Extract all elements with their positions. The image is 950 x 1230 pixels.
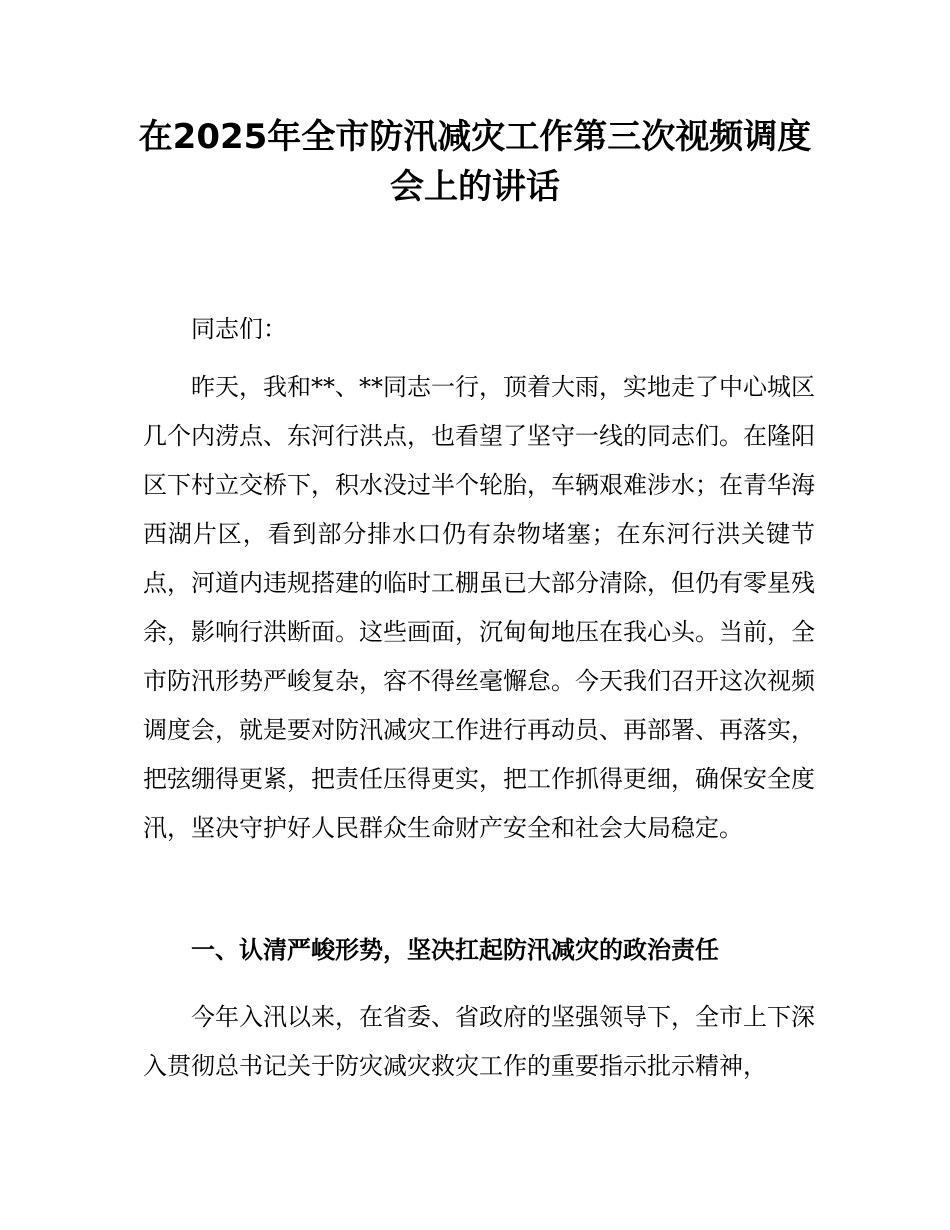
document-title	[100, 112, 850, 212]
title-line-2: 会上的讲话	[390, 167, 560, 207]
salutation: 同志们：	[191, 315, 287, 343]
section-heading-1: 一、认清严峻形势，坚决扛起防汛减灾的政治责任	[191, 936, 719, 964]
title-line-1: 在2025年全市防汛减灾工作第三次视频调度	[138, 117, 812, 157]
paragraph-1: 昨天，我和**、**同志一行，顶着大雨，实地走了中心城区几个内涝点、东河行洪点，也看望了坚守一线的同志们。在隆阳区下村立交桥下，积水没过半个轮胎，车辆艰难涉水；在青华海西湖片区，看到部分排水口仍有杂物堵塞；在东河行洪关键节点，河道内违规搭建的临时工棚虽已大部分清除，但仍有零星残余，影响行洪断面。这些画面，沉甸甸地压在我心头。当前，全市防汛形势严峻复杂，容不得丝毫懈怠。今天我们召开这次视频调度会，就是要对防汛减灾工作进行再动员、再部署、再落实，把弦绷得更紧，把责任压得更实，把工作抓得更细，确保安全度汛，坚决守护好人民群众生命财产安全和社会大局稳定。	[143, 373, 815, 842]
paragraph-2: 今年入汛以来，在省委、省政府的坚强领导下，全市上下深入贯彻总书记关于防灾减灾救灾工作的重要指示批示精神，	[143, 1003, 815, 1080]
